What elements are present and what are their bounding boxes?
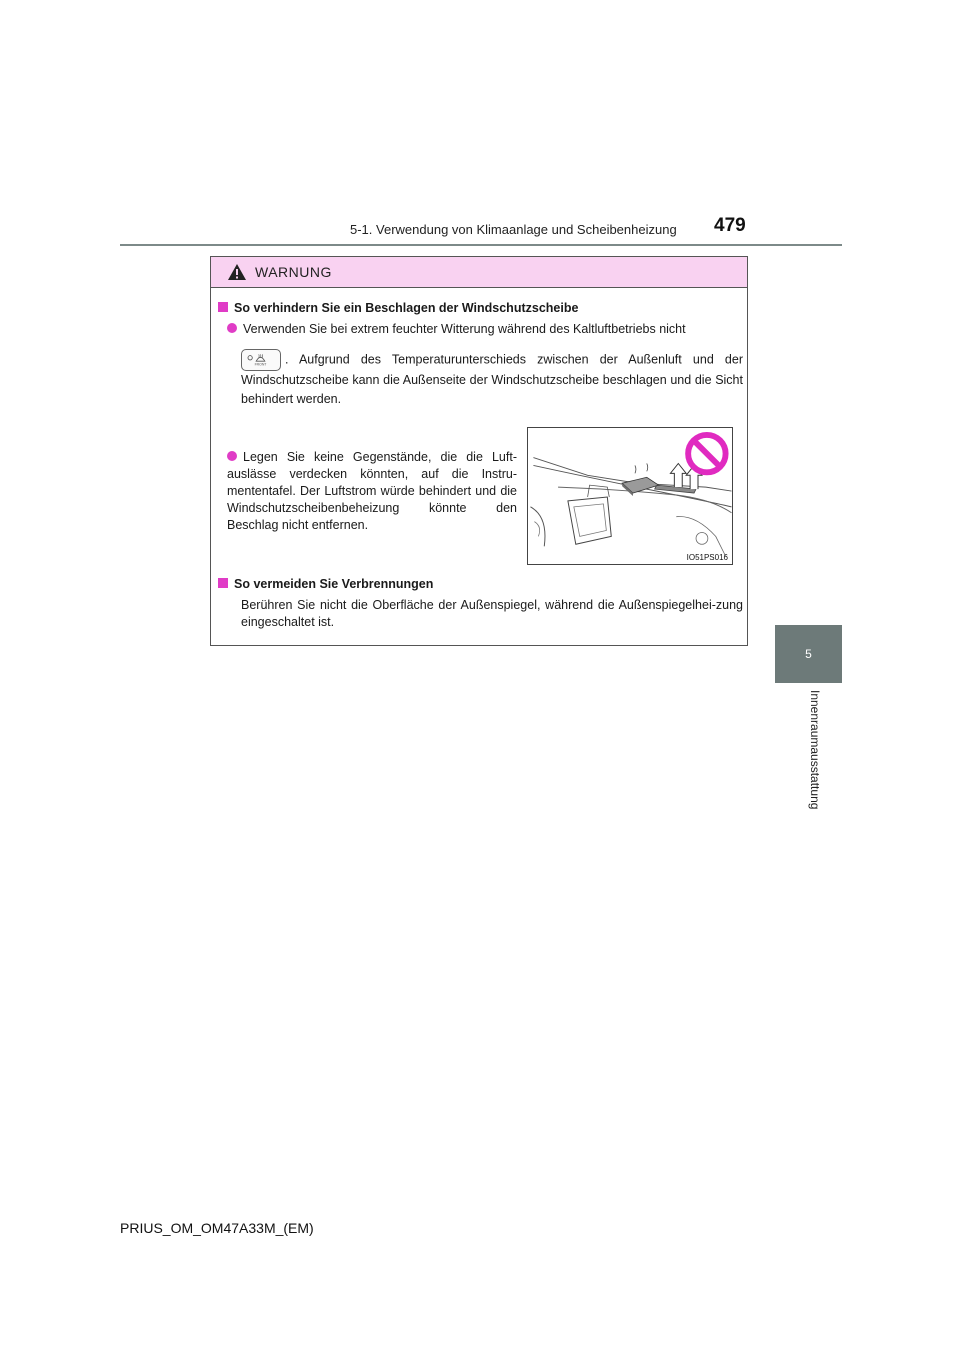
bullet-defog-continued: FRONT . Aufgrund des Temperaturunterschieds zwischen der Außenluft und der Windschutzscheibe kann die Außenseite der Windschutzscheibe beschlagen und die Sicht behindert werden. xyxy=(241,349,743,409)
square-bullet-icon xyxy=(218,302,228,312)
page-number: 479 xyxy=(714,215,746,236)
chapter-tab[interactable] xyxy=(775,625,842,683)
warning-heading: WARNUNG xyxy=(255,264,332,280)
dashboard-illustration xyxy=(527,427,733,565)
warning-box xyxy=(210,256,748,646)
burns-text: Berühren Sie nicht die Oberfläche der Außenspiegel, während die Außenspiegelhei-zung eingeschaltet ist. xyxy=(241,598,743,629)
section-heading-fog: So verhindern Sie ein Beschlagen der Windschutzscheibe xyxy=(218,301,578,315)
chapter-label: Innenraumausstattung xyxy=(808,690,822,810)
warning-triangle-icon xyxy=(227,263,247,281)
section-title: 5-1. Verwendung von Klimaanlage und Scheibenheizung xyxy=(350,222,677,237)
warning-header xyxy=(211,257,747,288)
bullet-objects-dashboard: Legen Sie keine Gegenstände, die die Luft-auslässe verdecken könnten, auf die Instru-mententafel. Der Luftstrom würde behindert und die Windschutzscheibenbeheizung könnte den Beschlag nicht entfernen. xyxy=(227,450,517,532)
defog-button-label: FRONT xyxy=(254,362,267,367)
header-rule xyxy=(120,244,842,246)
square-bullet-icon xyxy=(218,578,228,588)
dashboard-drawing xyxy=(528,428,732,564)
chapter-number: 5 xyxy=(805,647,812,661)
doc-id: PRIUS_OM_OM47A33M_(EM) xyxy=(120,1220,314,1236)
front-defog-button-icon xyxy=(241,349,281,371)
round-bullet-icon xyxy=(227,451,237,461)
round-bullet-icon xyxy=(227,323,237,333)
bullet-defog: Verwenden Sie bei extrem feuchter Witterung während des Kaltluftbetriebs nicht xyxy=(227,321,743,338)
section-heading-burns: So vermeiden Sie Verbrennungen xyxy=(218,577,433,591)
figure-code: IO51PS016 xyxy=(686,553,728,562)
